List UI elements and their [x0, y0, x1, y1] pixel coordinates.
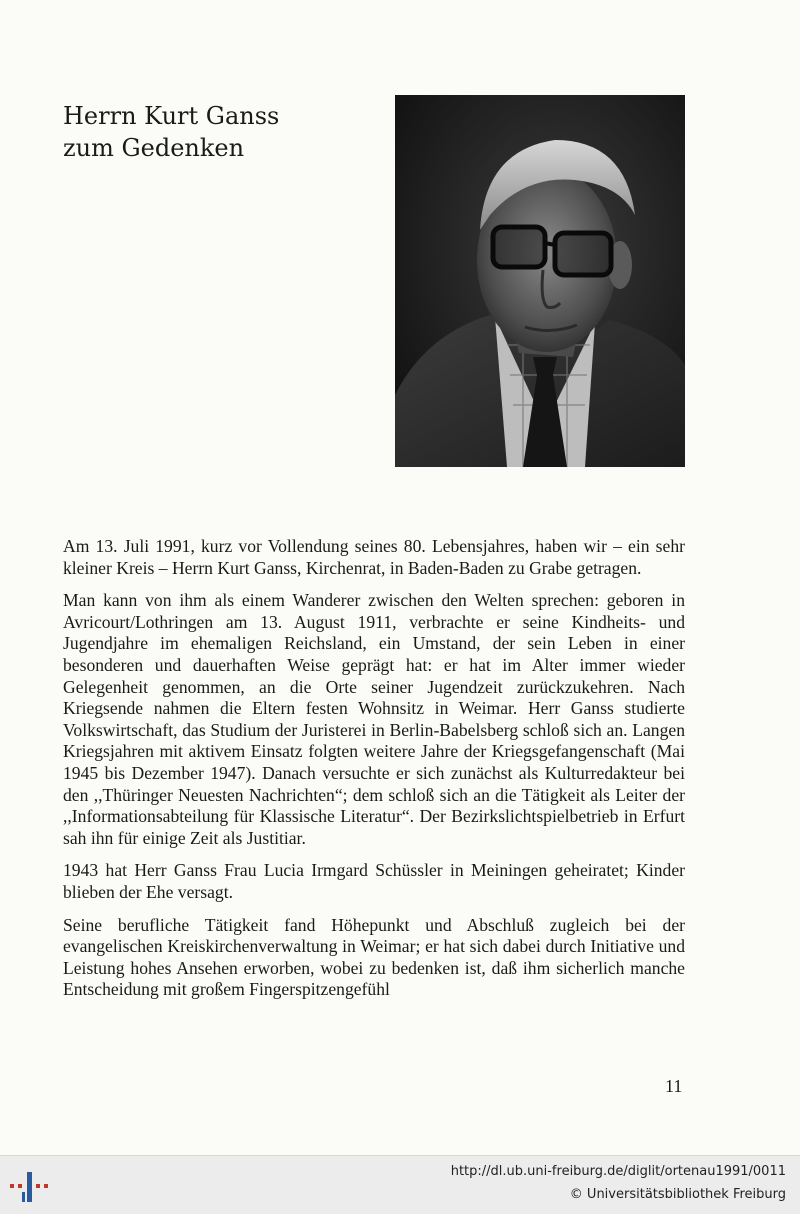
copyright-notice: © Universitätsbibliothek Freiburg [569, 1187, 786, 1202]
portrait-image [395, 95, 685, 467]
paragraph-2: Man kann von ihm als einem Wanderer zwischen den Welten sprechen: geboren in Avricourt/Lothringen am 13. August 1911, verbrachte er seine Kindheits- und Jugendjahre im ehemaligen Reichsland, ein Umstand, der sein Leben in einer besonderen und dauerhaften Weise geprägt hat: er hat im Alter immer wieder Gelegenheit genommen, an die Orte seiner Jugendzeit zurückzukehren. Nach Kriegsende nahmen die Eltern festen Wohnsitz in Weimar. Herr Ganss studierte Volkswirtschaft, das Studium der Juristerei in Berlin-Babelsberg schloß sich an. Langen Kriegsjahren mit aktivem Einsatz folgten weitere Jahre der Kriegsgefangenschaft (Mai 1945 bis Dezember 1947). Danach versuchte er sich zunächst als Kulturredakteur bei den ,,Thüringer Neuesten Nachrichten“; dem schloß sich an die Tätigkeit als Leiter der ,,Informationsabteilung für Klassische Literatur“. Der Bezirkslichtspielbetrieb in Erfurt sah ihn für einige Zeit als Justitiar. [63, 590, 685, 848]
paragraph-4: Seine berufliche Tätigkeit fand Höhepunkt und Abschluß zugleich bei der evangelischen Kreiskirchenverwaltung in Weimar; er hat sich dabei durch Initiative und Leistung hohes Ansehen erworben, wobei zu bedenken ist, daß ihm sicherlich manche Entscheidung mit großem Fingerspitzengefühl [63, 914, 685, 1000]
library-footer [0, 1155, 800, 1214]
page-number: 11 [665, 1076, 683, 1096]
source-url-link[interactable]: http://dl.ub.uni-freiburg.de/diglit/ortenau1991/0011 [450, 1164, 786, 1179]
library-logo-icon [10, 1166, 54, 1206]
title-line-1: Herrn Kurt Ganss [63, 102, 280, 130]
paragraph-1: Am 13. Juli 1991, kurz vor Vollendung seines 80. Lebensjahres, haben wir – ein sehr kleiner Kreis – Herrn Kurt Ganss, Kirchenrat, in Baden-Baden zu Grabe getragen. [63, 536, 685, 578]
title-line-2: zum Gedenken [63, 134, 245, 162]
portrait-photo [395, 95, 685, 467]
paragraph-3: 1943 hat Herr Ganss Frau Lucia Irmgard Schüssler in Meiningen geheiratet; Kinder blieben der Ehe versagt. [63, 860, 685, 902]
article-title [63, 100, 279, 164]
article-body [63, 536, 685, 1012]
